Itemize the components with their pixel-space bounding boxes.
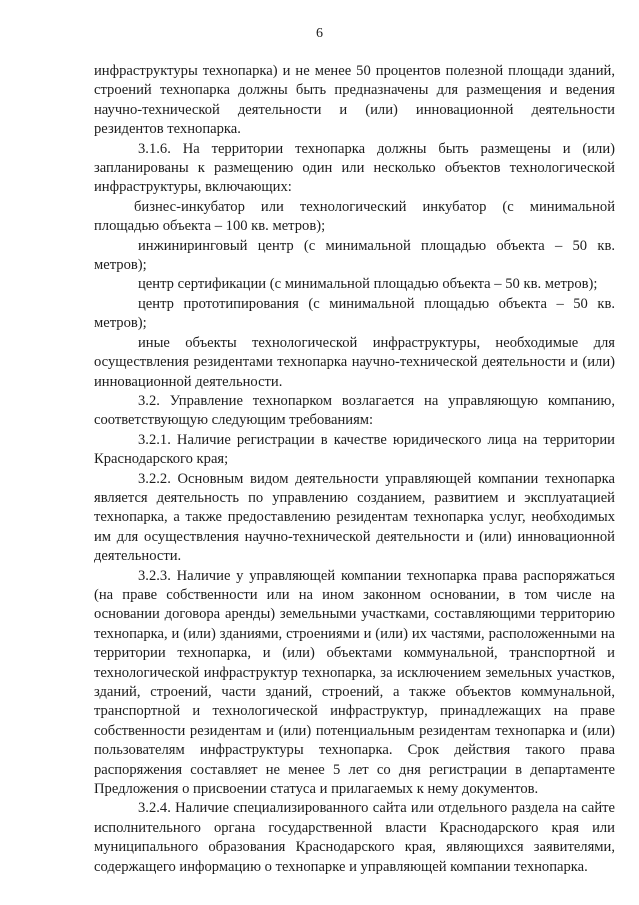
paragraph-3-2-2: 3.2.2. Основным видом деятельности управляющей компании технопарка является деятельность по управлению созданием, развитием и эксплуатацией технопарка, а также предоставлению резидентам технопарка услуг, необходимых им для осуществления научно-технической деятельности и (или) инновационной деятельности. <box>94 470 615 565</box>
paragraph-3-2-1: 3.2.1. Наличие регистрации в качестве юридического лица на территории Краснодарского края; <box>94 431 615 468</box>
list-item-business-incubator: бизнес-инкубатор или технологический инкубатор (с минимальной площадью объекта – 100 кв. метров); <box>94 198 615 235</box>
list-item-certification-center: центр сертификации (с минимальной площадью объекта – 50 кв. метров); <box>138 276 598 293</box>
document-body <box>94 62 615 877</box>
page-number: 6 <box>316 26 323 41</box>
paragraph-3-2: 3.2. Управление технопарком возлагается на управляющую компанию, соответствующую следующим требованиям: <box>94 392 615 429</box>
paragraph-continuation: инфраструктуры технопарка) и не менее 50 процентов полезной площади зданий, строений технопарка должны быть предназначены для размещения и ведения научно-технической деятельности и (или) инновационной деятельности резидентов технопарка. <box>94 63 615 138</box>
list-item-other-objects: иные объекты технологической инфраструктуры, необходимые для осуществления резидентами технопарка научно-технической деятельности и (или) инновационной деятельности. <box>94 334 615 390</box>
paragraph-3-1-6: 3.1.6. На территории технопарка должны быть размещены и (или) запланированы к размещению один или несколько объектов технологической инфраструктуры, включающих: <box>94 140 615 196</box>
paragraph-3-2-3: 3.2.3. Наличие у управляющей компании технопарка права распоряжаться (на праве собственности или на ином законном основании, в том числе на основании договора аренды) земельными участками, составляющими территорию технопарка, и (или) зданиями, строениями и (или) их частями, расположенными на территории технопарка, и (или) объектами коммунальной, транспортной и технологической инфраструктур технопарка, за исключением земельных участков, зданий, строений, части зданий, строений, а также объектов коммунальной, транспортной и технологической инфраструктур, принадлежащих на праве собственности резидентам и (или) потенциальным резидентам технопарка и (или) пользователям инфраструктуры технопарка. Срок действия такого права распоряжения составляет не менее 5 лет со дня регистрации в департаменте Предложения о присвоении статуса и прилагаемых к нему документов. <box>94 567 615 798</box>
paragraph-3-2-4: 3.2.4. Наличие специализированного сайта или отдельного раздела на сайте исполнительного органа государственной власти Краснодарского края или муниципального образования Краснодарского края, являющихся заявителями, содержащего информацию о технопарке и управляющей компании технопарка. <box>94 800 615 875</box>
list-item-prototyping-center: центр прототипирования (с минимальной площадью объекта – 50 кв. метров); <box>94 295 615 332</box>
list-item-engineering-center: инжиниринговый центр (с минимальной площадью объекта – 50 кв. метров); <box>94 237 615 274</box>
